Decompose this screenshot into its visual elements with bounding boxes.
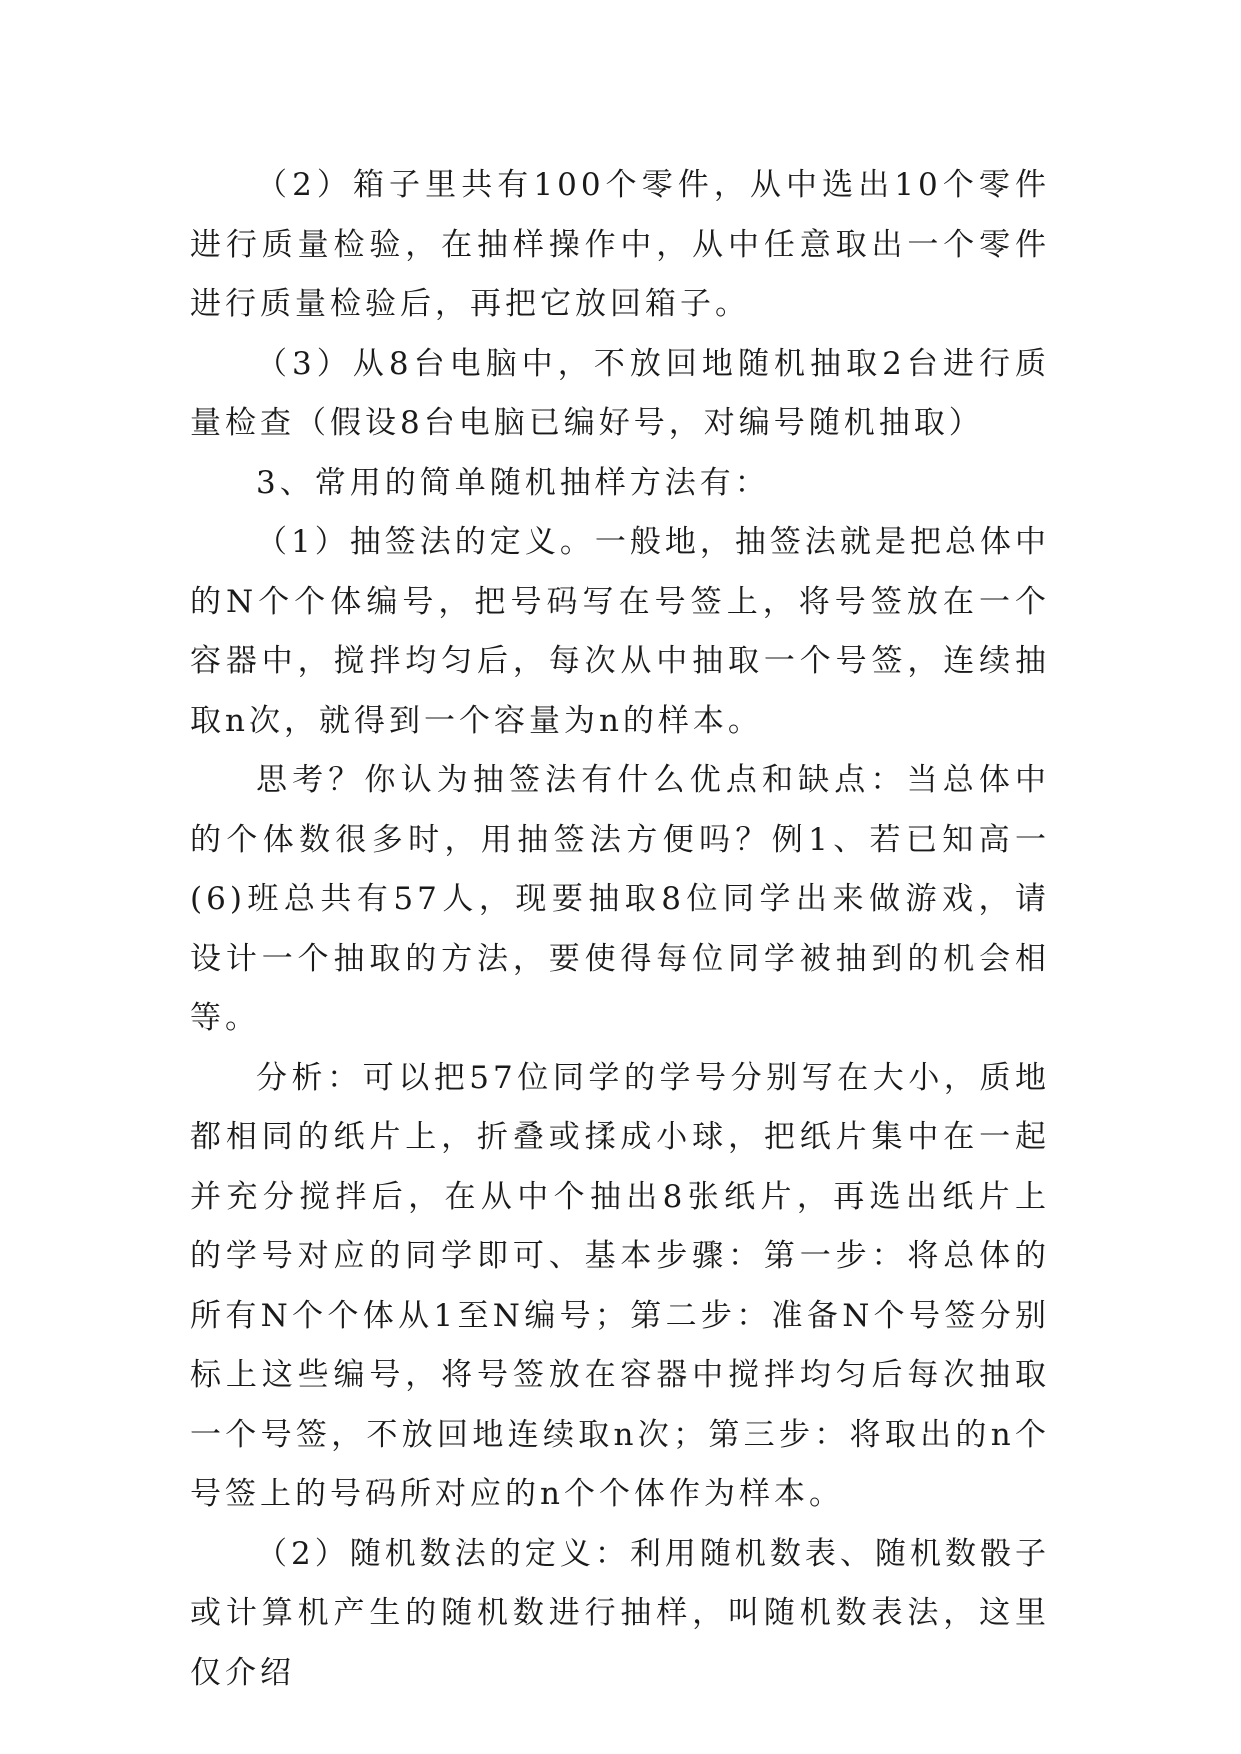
paragraph-lottery-definition: （1）抽签法的定义。一般地，抽签法就是把总体中的N个个体编号，把号码写在号签上，将号签放在一个容器中，搅拌均匀后，每次从中抽取一个号签，连续抽取n次，就得到一个容量为n的样本。 <box>190 524 1050 739</box>
document-body <box>190 156 1050 1703</box>
paragraph-random-number-definition: （2）随机数法的定义：利用随机数表、随机数骰子或计算机产生的随机数进行抽样，叫随机数表法，这里仅介绍 <box>190 1535 1050 1691</box>
paragraph-example-2: （2）箱子里共有100个零件，从中选出10个零件进行质量检验，在抽样操作中，从中任意取出一个零件进行质量检验后，再把它放回箱子。 <box>190 167 1050 322</box>
paragraph-analysis-steps: 分析：可以把57位同学的学号分别写在大小，质地都相同的纸片上，折叠或揉成小球，把纸片集中在一起并充分搅拌后，在从中个抽出8张纸片，再选出纸片上的学号对应的同学即可、基本步骤：第一步：将总体的所有N个个体从1至N编号；第二步：准备N个号签分别标上这些编号，将号签放在容器中搅拌均匀后每次抽取一个号签，不放回地连续取n次；第三步：将取出的n个号签上的号码所对应的n个个体作为样本。 <box>190 1059 1050 1512</box>
section-heading-methods: 3、常用的简单随机抽样方法有： <box>256 464 770 501</box>
paragraph-example-3: （3）从8台电脑中，不放回地随机抽取2台进行质量检查（假设8台电脑已编好号，对编号随机抽取） <box>190 345 1050 441</box>
paragraph-thinking-example: 思考？你认为抽签法有什么优点和缺点：当总体中的个体数很多时，用抽签法方便吗？例1、若已知高一(6)班总共有57人，现要抽取8位同学出来做游戏，请设计一个抽取的方法，要使得每位同学被抽到的机会相等。 <box>190 762 1050 1036</box>
